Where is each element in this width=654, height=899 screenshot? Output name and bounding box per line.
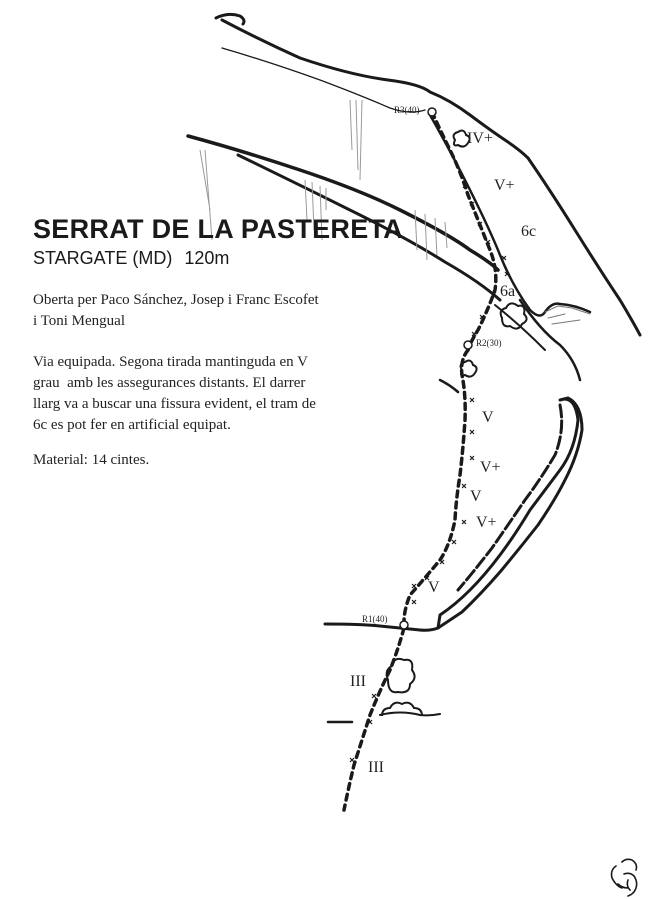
- grade-v-plus-top: V+: [494, 177, 515, 194]
- r1-ledge: [325, 624, 438, 630]
- lower-ledge: [380, 713, 440, 716]
- buttress-top: [430, 92, 528, 158]
- grade-iii-1: III: [350, 673, 366, 690]
- belay-r1-ring: [400, 621, 408, 629]
- bush-r2: [501, 303, 527, 328]
- belay-r3-ring: [428, 108, 436, 116]
- grade-v-2: V: [470, 488, 482, 505]
- grade-iii-2: III: [368, 759, 384, 776]
- upper-ledge-line: [222, 20, 430, 92]
- grade-v-plus-2: V+: [476, 514, 497, 531]
- belay-r3-label: R3(40): [394, 105, 420, 115]
- route-notes: [33, 352, 316, 436]
- notes-line-3: llarg va a buscar una fissura evident, el tram de: [33, 396, 316, 412]
- notes-line-4: 6c es pot fer en artificial equipat.: [33, 417, 231, 433]
- grade-v-1: V: [482, 409, 494, 426]
- route-subtitle: [33, 248, 229, 269]
- route-pitch-1: [344, 628, 404, 810]
- first-ascent-text: [33, 290, 319, 332]
- belay-r2-label: R2(30): [476, 338, 502, 348]
- first-ascent-line-1: Oberta per Paco Sánchez, Josep i Franc Escofet: [33, 292, 319, 308]
- belay-r2-ring: [464, 341, 472, 349]
- notes-line-1: Via equipada. Segona tirada mantinguda en V: [33, 354, 308, 370]
- r2-ledge: [440, 380, 458, 392]
- buttress-ledge: [520, 300, 580, 380]
- material-text: Material: 14 cintes.: [33, 452, 150, 468]
- grade-6c: 6c: [521, 223, 537, 240]
- grade-6a: 6a: [500, 283, 516, 300]
- stalactite-1: [350, 100, 362, 180]
- belay-r1-label: R1(40): [362, 614, 388, 624]
- route-name: STARGATE (MD): [33, 248, 173, 268]
- grade-v-3: V: [428, 579, 440, 596]
- route-length: 120m: [184, 248, 230, 268]
- grade-iv-plus: IV+: [467, 130, 493, 147]
- first-ascent-line-2: i Toni Mengual: [33, 313, 125, 329]
- goat-logo-icon: [612, 859, 637, 896]
- notes-line-2: grau amb les assegurances distants. El darrer: [33, 375, 306, 391]
- crag-title: SERRAT DE LA PASTERETA: [33, 214, 404, 244]
- grade-v-plus-1: V+: [480, 459, 501, 476]
